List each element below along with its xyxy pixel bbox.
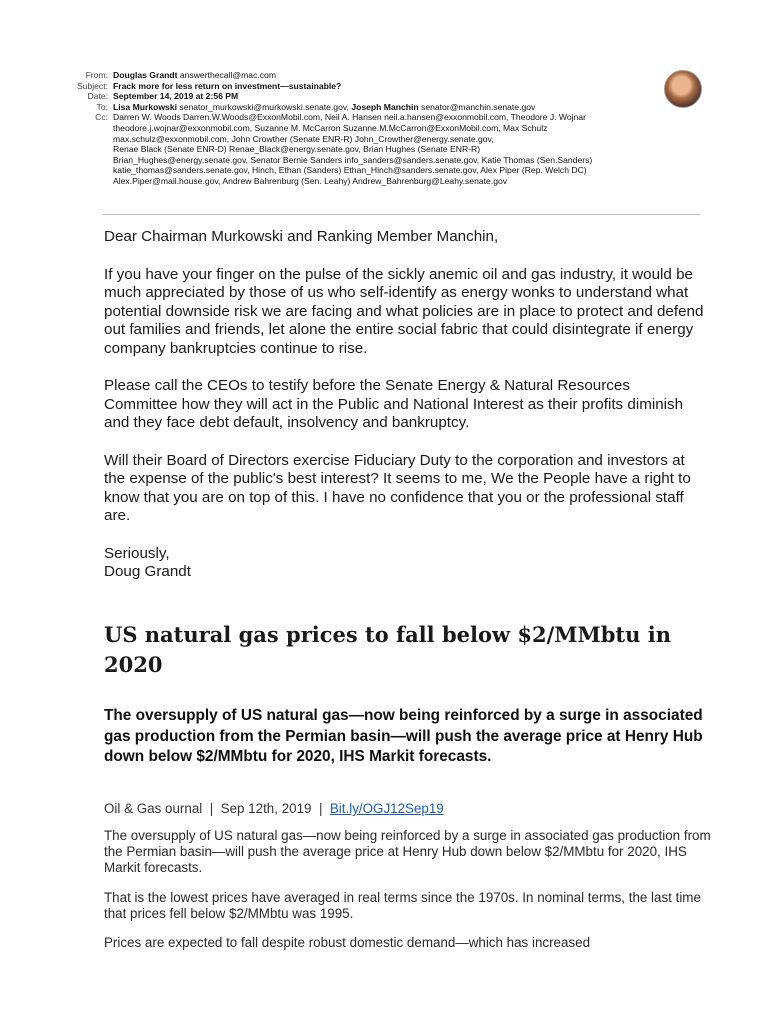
from-label: From: bbox=[85, 70, 108, 80]
cc-line[interactable]: theodore.j.wojnar@exxonmobil.com, Suzanne M. McCarron Suzanne.M.McCarron@ExxonMobil.com, Max Schulz bbox=[113, 122, 548, 133]
email-header bbox=[0, 70, 660, 187]
sender-avatar bbox=[664, 70, 702, 108]
cc-label: Cc: bbox=[95, 112, 108, 123]
article-paragraph: That is the lowest prices have averaged in real terms since the 1970s. In nominal terms, the last time that prices fell below $2/MMbtu was 1995. bbox=[104, 890, 701, 922]
to-row: To: Lisa Murkowski senator_murkowski@murkowski.senate.gov, Joseph Manchin senator@manchin.senate.gov bbox=[0, 102, 660, 113]
subject-row bbox=[0, 81, 660, 92]
to-recipient-name[interactable]: Joseph Manchin bbox=[351, 101, 419, 112]
cc-line[interactable]: Darren W. Woods Darren.W.Woods@ExxonMobil.com, Neil A. Hansen neil.a.hansen@exxonmobil.com, Theodore J. Wojnar bbox=[113, 112, 586, 123]
subject-label: Subject: bbox=[76, 80, 108, 91]
article-lede: The oversupply of US natural gas—now being reinforced by a surge in associated gas production from the Permian basin—will push the average price at Henry Hub down below $2/MMbtu for 2020, IHS Markit forecasts. bbox=[104, 707, 703, 765]
date-text: September 14, 2019 at 2:56 PM bbox=[113, 91, 239, 102]
article-date: Sep 12th, 2019 bbox=[220, 801, 312, 816]
from-email[interactable]: answerthecall@mac.com bbox=[179, 70, 276, 80]
to-label: To: bbox=[96, 101, 108, 112]
subject-text: Frack more for less return on investment—sustainable? bbox=[113, 80, 342, 91]
cc-row bbox=[0, 112, 660, 186]
cc-line[interactable]: katie_thomas@sanders.senate.gov, Hinch, Ethan (Sanders) Ethan_Hinch@sanders.senate.gov, Alex Piper (Rep. Welch DC) bbox=[113, 165, 587, 176]
article-paragraph: The oversupply of US natural gas—now being reinforced by a surge in associated gas production from the Permian basin—will push the average price at Henry Hub down below $2/MMbtu for 2020, IHS Markit forecasts. bbox=[104, 828, 711, 876]
letter-paragraph: Please call the CEOs to testify before the Senate Energy & Natural Resources Committee how they will act in the Public and National Interest as their profits diminish and they face debt default, insolvency and bankruptcy. bbox=[104, 377, 684, 431]
article-paragraph: Prices are expected to fall despite robust domestic demand—which has increased bbox=[104, 935, 591, 950]
cc-line[interactable]: Renae Black (Senate ENR-D) Renae_Black@energy.senate.gov, Brian Hughes (Senate ENR-R) bbox=[113, 144, 481, 155]
cc-line[interactable]: Brian_Hughes@energy.senate.gov, Senator Bernie Sanders info_sanders@sanders.senate.gov, Katie Thomas (Sen.Sanders) bbox=[113, 154, 593, 165]
letter-paragraph: If you have your finger on the pulse of the sickly anemic oil and gas industry, it would be much appreciated by those of us who self-identify as energy wonks to understand what potential downside risk we are facing and what policies are in place to protect and defend out families and friends, let alone the entire social fabric that could disintegrate if energy company bankruptcies continue to rise. bbox=[104, 265, 704, 357]
closing: Seriously, bbox=[104, 544, 170, 562]
to-recipient-email[interactable]: senator_murkowski@murkowski.senate.gov bbox=[179, 101, 347, 112]
date-label: Date: bbox=[87, 91, 108, 102]
cc-list bbox=[113, 112, 660, 186]
separator: | bbox=[318, 801, 323, 816]
article-source-line bbox=[104, 801, 444, 816]
to-recipient-name[interactable]: Lisa Murkowski bbox=[113, 101, 177, 112]
source-name: Oil & Gas ournal bbox=[104, 801, 203, 816]
from-name[interactable]: Douglas Grandt bbox=[113, 70, 178, 80]
cc-line[interactable]: Alex.Piper@mail.house.gov, Andrew Bahrenburg (Sen. Leahy) Andrew_Bahrenburg@Leahy.senate.gov bbox=[113, 175, 508, 186]
letter-paragraph: Will their Board of Directors exercise Fiduciary Duty to the corporation and investors at the expense of the public's best interest? It seems to me, We the People have a right to know that you are on top of this. I have no confidence that you or the professional staff are. bbox=[104, 451, 691, 524]
header-divider bbox=[103, 214, 700, 215]
salutation: Dear Chairman Murkowski and Ranking Member Manchin, bbox=[104, 228, 499, 245]
to-recipient-email[interactable]: senator@manchin.senate.gov bbox=[421, 101, 536, 112]
from-row bbox=[0, 70, 660, 81]
signature: Doug Grandt bbox=[104, 563, 191, 580]
date-row bbox=[0, 91, 660, 102]
letter-body bbox=[104, 228, 704, 582]
article-link[interactable]: Bit.ly/OGJ12Sep19 bbox=[329, 801, 444, 816]
cc-line[interactable]: max.schulz@exxonmobil.com, John Crowther (Senate ENR-R) John_Crowther@energy.senate.gov, bbox=[113, 133, 494, 144]
separator: | bbox=[209, 801, 214, 816]
article-title: US natural gas prices to fall below $2/MMbtu in 2020 bbox=[104, 622, 671, 677]
